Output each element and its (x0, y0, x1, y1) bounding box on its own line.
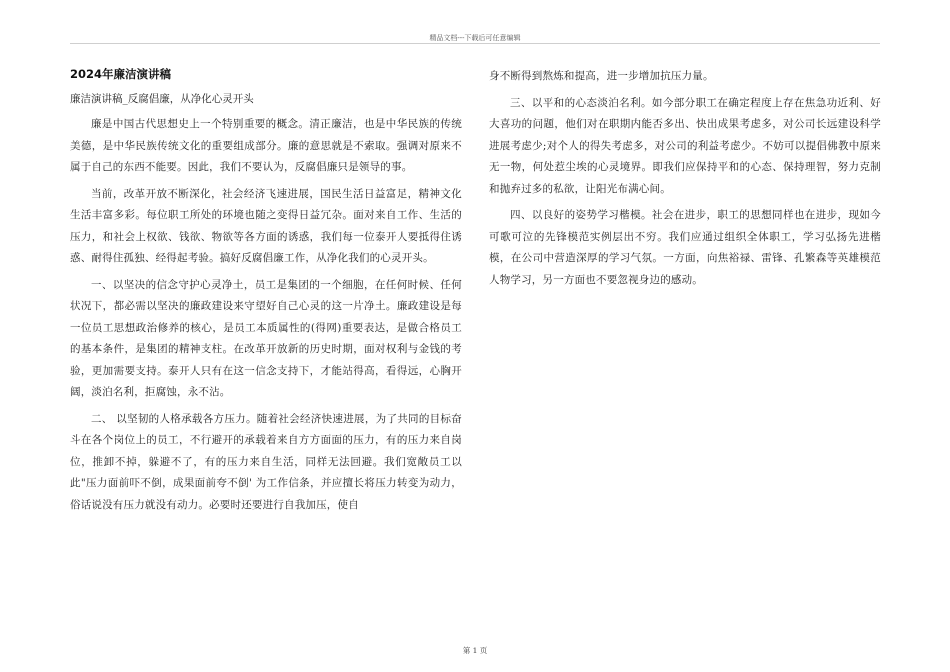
paragraph: 当前，改革开放不断深化，社会经济飞速进展，国民生活日益富足，精神文化生活丰富多彩。每位职工所处的环境也随之变得日益冗杂。面对来自工作、生活的压力，和社会上权欲、钱欲、物欲等各方面的诱惑，我们每一位泰开人要抵得住诱惑、耐得住孤独、经得起考验。搞好反腐倡廉工作，从净化我们的心灵开头。 (70, 187, 462, 264)
document-title: 2024年廉洁演讲稿 (70, 67, 172, 81)
paragraph: 一、以坚决的信念守护心灵净土，员工是集团的一个细胞，在任何时候、任何状况下，都必需以坚决的廉政建设来守望好自己心灵的这一片净土。廉政建设是每一位员工思想政治修养的核心，是员工本质属性的(得网)重要表达，是做合格员工的基本条件，是集团的精神支柱。在改革开放新的历史时期，面对权利与金钱的考验，更加需要支持。泰开人只有在这一信念支持下，才能站得高，看得远，心胸开阔，淡泊名利，拒腐蚀，永不沾。 (70, 278, 462, 398)
left-column (70, 66, 462, 521)
page-number: 第 1 页 (462, 646, 488, 655)
document-subtitle: 廉洁演讲稿_反腐倡廉，从净化心灵开头 (70, 93, 254, 105)
header-divider (70, 43, 880, 44)
paragraph: 四、以良好的姿势学习楷模。社会在进步，职工的思想同样也在进步，现如今可歌可泣的先锋模范实例层出不穷。我们应通过组织全体职工，学习弘扬先进楷模，在公司中营造深厚的学习气氛。一方面，向焦裕禄、雷锋、孔繁森等英雄模范人物学习，另一方面也不要忽视身边的感动。 (489, 209, 881, 286)
right-column (489, 66, 881, 296)
paragraph: 三、以平和的心态淡泊名利。如今部分职工在确定程度上存在焦急功近利、好大喜功的问题，他们对在职期内能否多出、快出成果考虑多，对公司长远建设科学进展考虑少;对个人的得失考虑多，对公司的利益考虑少。不妨可以提倡佛教中原来无一物，何处惹尘埃的心灵境界。即我们应保持平和的心态、保持理智，努力克制和抛弃过多的私欲，让阳光布满心间。 (489, 96, 881, 195)
paragraph: 二、 以坚韧的人格承载各方压力。随着社会经济快速进展，为了共同的目标奋斗在各个岗位上的员工，不行避开的承载着来自方方面面的压力，有的压力来自岗位，推卸不掉，躲避不了，有的压力来自生活，同样无法回避。我们宽敞员工以此"压力面前吓不倒，成果面前夸不倒' 为工作信条，并应擅长将压力转变为动力，俗话说没有压力就没有动力。必要时还要进行自我加压，使自 (70, 412, 462, 511)
paragraph: 廉是中国古代思想史上一个特别重要的概念。清正廉洁，也是中华民族的传统美德，是中华民族传统文化的重要组成部分。廉的意思就是不索取。强调对原来不属于自己的东西不能要。因此，我们不要认为，反腐倡廉只是领导的事。 (70, 118, 462, 173)
paragraph: 身不断得到熬炼和提高，进一步增加抗压力量。 (489, 70, 714, 82)
header-note: 精品文档---下载后可任意编辑 (429, 34, 521, 42)
